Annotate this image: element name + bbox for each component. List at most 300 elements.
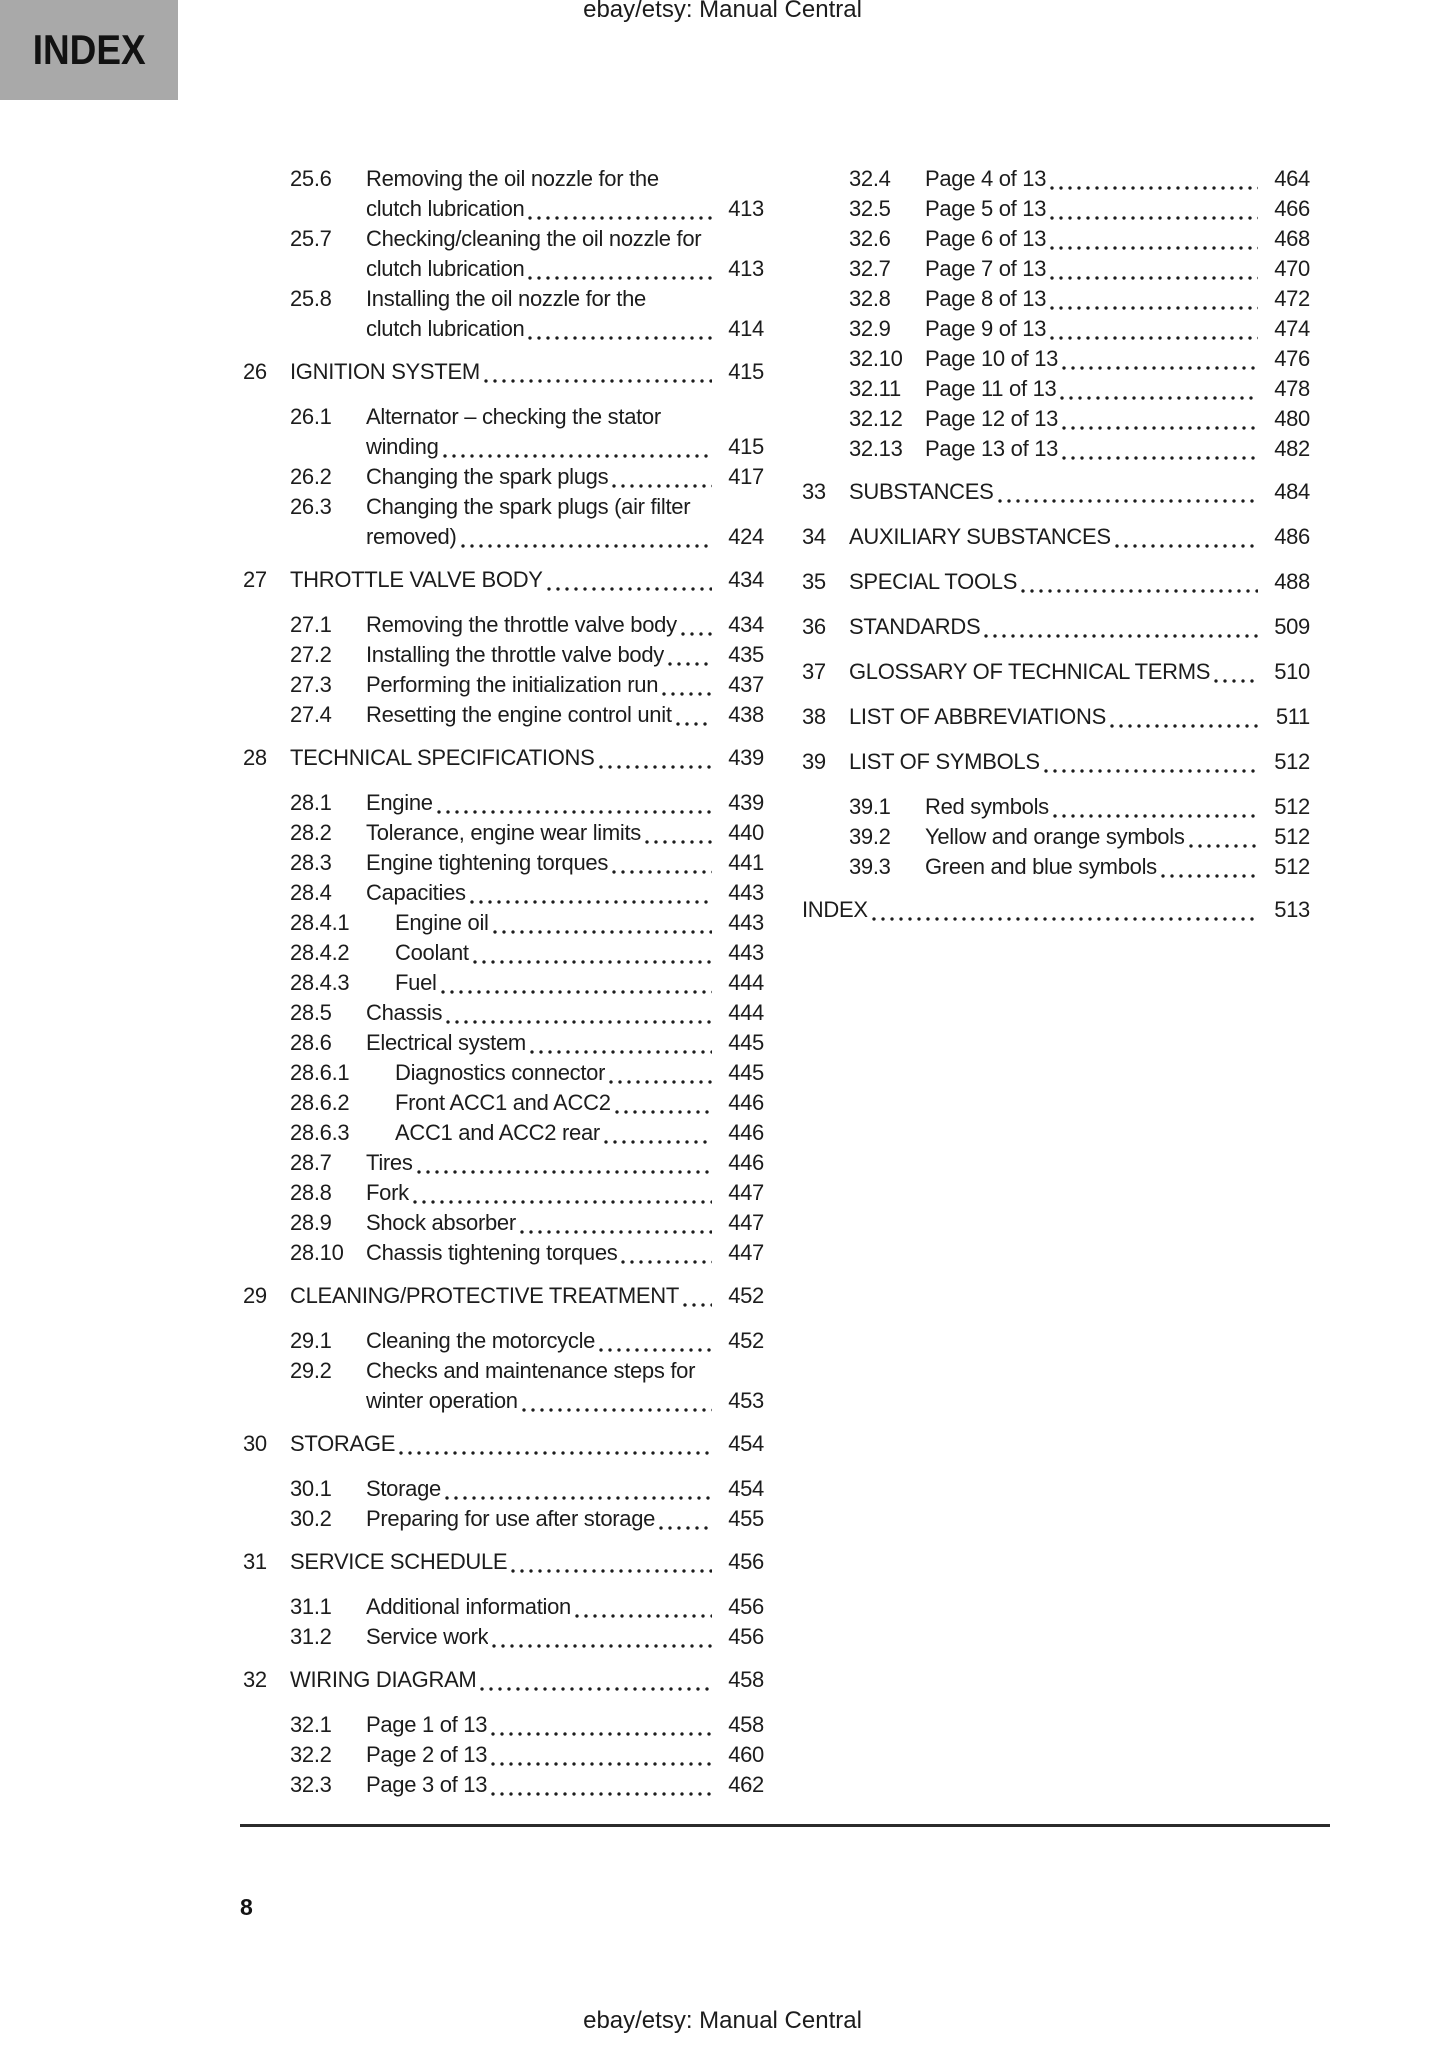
- toc-leader-dots: [668, 662, 712, 666]
- toc-entry-body: [925, 434, 1310, 464]
- toc-entry: [802, 254, 1310, 284]
- toc-entry-page: 446: [728, 1120, 764, 1145]
- toc-entry-number: 32.11: [849, 376, 901, 401]
- toc-entry: [243, 1592, 764, 1622]
- toc-entry-page: 511: [1275, 704, 1310, 729]
- toc-leader-dots: [1110, 724, 1258, 728]
- toc-entry-body: [366, 164, 764, 224]
- toc-entry-body: [366, 284, 764, 344]
- toc-leader-dots: [621, 1260, 712, 1264]
- toc-entry-page: 484: [1274, 479, 1310, 504]
- toc-entry-title: Page 5 of 13: [925, 196, 1047, 221]
- toc-entry-leader-line: [366, 1028, 764, 1058]
- toc-entry-title: Additional information: [366, 1594, 571, 1619]
- toc-entry: [243, 1429, 764, 1459]
- toc-entry-leader-line: [366, 640, 764, 670]
- toc-entry-title: Cleaning the motorcycle: [366, 1328, 596, 1353]
- toc-entry-page: 478: [1274, 376, 1310, 401]
- toc-entry-title: Installing the throttle valve body: [366, 642, 664, 667]
- toc-entry-title: clutch lubrication: [366, 256, 525, 281]
- toc-entry-page: 443: [728, 910, 764, 935]
- toc-entry-number: 28.4.3: [290, 970, 350, 995]
- toc-leader-dots: [491, 1792, 712, 1796]
- toc-entry-leader-line: [925, 224, 1310, 254]
- toc-entry-leader-line: [849, 702, 1310, 732]
- toc-leader-dots: [1050, 336, 1258, 340]
- toc-entry: [802, 522, 1310, 552]
- toc-entry-body: [366, 492, 764, 552]
- toc-entry-body: [925, 284, 1310, 314]
- toc-entry-page: 460: [728, 1742, 764, 1767]
- toc-entry: [243, 284, 764, 344]
- toc-entry-title: Page 7 of 13: [925, 256, 1047, 281]
- toc-entry-body: [366, 1238, 764, 1268]
- toc-leader-dots: [1044, 769, 1258, 773]
- toc-entry-number: 35: [802, 569, 826, 594]
- header-title: ebay/etsy: Manual Central: [583, 0, 862, 23]
- toc-leader-dots: [484, 379, 712, 383]
- toc-entry: [802, 822, 1310, 852]
- toc-entry-title: clutch lubrication: [366, 196, 525, 221]
- toc-entry-page: 446: [728, 1150, 764, 1175]
- toc-entry-title: Storage: [366, 1476, 441, 1501]
- toc-entry-number: 28.7: [290, 1150, 332, 1175]
- toc-entry-title: Page 11 of 13: [925, 376, 1057, 401]
- toc-entry: [802, 284, 1310, 314]
- toc-entry-body: [366, 1710, 764, 1740]
- toc-entry-page: 512: [1274, 824, 1310, 849]
- toc-entry-leader-line: [925, 852, 1310, 882]
- toc-entry: [802, 747, 1310, 777]
- toc-entry: [243, 700, 764, 730]
- toc-entry-number: 32.4: [849, 166, 891, 191]
- toc-entry-number: 32.6: [849, 226, 891, 251]
- toc-entry-body: [290, 1281, 764, 1311]
- toc-entry-leader-line: [925, 254, 1310, 284]
- toc-entry-number: 27.1: [290, 612, 332, 637]
- toc-entry: [802, 314, 1310, 344]
- toc-entry-leader-line: [849, 522, 1310, 552]
- toc-entry-leader-line: [366, 1740, 764, 1770]
- toc-entry-body: [366, 1770, 764, 1800]
- toc-entry-leader-line: [290, 743, 764, 773]
- toc-entry-page: 439: [728, 790, 764, 815]
- toc-leader-dots: [1115, 544, 1258, 548]
- toc-entry-leader-line: [366, 1710, 764, 1740]
- toc-entry-body: [290, 1547, 764, 1577]
- toc-entry-leader-line: [395, 908, 764, 938]
- toc-entry-number: 31: [243, 1549, 267, 1574]
- toc-entry: [243, 565, 764, 595]
- toc-entry-title: winding: [366, 434, 439, 459]
- toc-entry-title: Capacities: [366, 880, 466, 905]
- toc-entry-page: 455: [728, 1506, 764, 1531]
- toc-entry: [243, 670, 764, 700]
- toc-entry-body: [366, 1178, 764, 1208]
- toc-leader-dots: [461, 544, 712, 548]
- toc-entry-title-line1: Checking/cleaning the oil nozzle for: [366, 226, 702, 251]
- toc-leader-dots: [1062, 426, 1258, 430]
- toc-entry-page: 441: [728, 850, 764, 875]
- toc-leader-dots: [1062, 456, 1258, 460]
- toc-entry-leader-line: [925, 344, 1310, 374]
- toc-entry-number: 26: [243, 359, 267, 384]
- toc-entry-body: [849, 567, 1310, 597]
- toc-entry-title: Page 1 of 13: [366, 1712, 488, 1737]
- toc-entry-number: 28.5: [290, 1000, 332, 1025]
- toc-entry-page: 472: [1274, 286, 1310, 311]
- toc-entry-leader-line: [925, 792, 1310, 822]
- toc-leader-dots: [530, 1050, 712, 1054]
- toc-entry-leader-line: [366, 314, 764, 344]
- toc-entry-page: 413: [728, 196, 764, 221]
- toc-leader-dots: [645, 840, 712, 844]
- toc-entry-number: 26.3: [290, 494, 332, 519]
- toc-entry-number: 32.2: [290, 1742, 332, 1767]
- toc-entry-number: 37: [802, 659, 826, 684]
- toc-entry-body: [849, 702, 1310, 732]
- toc-leader-dots: [609, 1080, 712, 1084]
- toc-entry-title: Page 12 of 13: [925, 406, 1059, 431]
- index-tab-label: INDEX: [32, 26, 146, 73]
- toc-entry-title: Chassis tightening torques: [366, 1240, 618, 1265]
- toc-entry-body: [366, 610, 764, 640]
- toc-entry-body: [925, 194, 1310, 224]
- toc-entry-page: 482: [1274, 436, 1310, 461]
- toc-entry-body: [366, 1474, 764, 1504]
- toc-entry-leader-line: [366, 462, 764, 492]
- toc-leader-dots: [1050, 186, 1258, 190]
- toc-entry-leader-line: [849, 567, 1310, 597]
- toc-entry-title: Page 8 of 13: [925, 286, 1047, 311]
- toc-entry: [243, 1238, 764, 1268]
- toc-entry: [243, 1710, 764, 1740]
- toc-entry-title: Shock absorber: [366, 1210, 516, 1235]
- toc-entry: [802, 224, 1310, 254]
- toc-entry-page: 435: [728, 642, 764, 667]
- toc-entry-leader-line: [849, 747, 1310, 777]
- toc-leader-dots: [998, 499, 1258, 503]
- toc-entry-page: 512: [1274, 854, 1310, 879]
- toc-entry-leader-line: [366, 1504, 764, 1534]
- toc-entry-leader-line: [849, 477, 1310, 507]
- toc-entry-title: Page 10 of 13: [925, 346, 1059, 371]
- toc-entry: [802, 792, 1310, 822]
- toc-entry-title: Tires: [366, 1150, 413, 1175]
- toc-entry-leader-line: [366, 1178, 764, 1208]
- toc-entry-page: 437: [728, 672, 764, 697]
- toc-entry: [243, 1326, 764, 1356]
- toc-entry-body: [849, 747, 1310, 777]
- toc-entry-number: 39.1: [849, 794, 891, 819]
- toc-entry-number: 27: [243, 567, 267, 592]
- toc-entry: [243, 938, 764, 968]
- toc-entry-leader-line: [366, 522, 764, 552]
- toc-entry-title: Green and blue symbols: [925, 854, 1157, 879]
- toc-leader-dots: [399, 1451, 712, 1455]
- toc-entry: [243, 1281, 764, 1311]
- toc-entry-title-line1: Installing the oil nozzle for the: [366, 286, 646, 311]
- toc-entry-body: [925, 822, 1310, 852]
- toc-entry-page: 512: [1274, 749, 1310, 774]
- toc-entry-page: 413: [728, 256, 764, 281]
- toc-entry-body: [802, 895, 1310, 925]
- toc-entry-title: STORAGE: [290, 1431, 396, 1456]
- toc-entry-body: [366, 1740, 764, 1770]
- toc-entry-body: [849, 612, 1310, 642]
- toc-entry-body: [925, 344, 1310, 374]
- toc-leader-dots: [441, 990, 712, 994]
- toc-entry-body: [366, 402, 764, 462]
- toc-entry: [243, 640, 764, 670]
- toc-entry-page: 444: [728, 1000, 764, 1025]
- toc-entry-title: clutch lubrication: [366, 316, 525, 341]
- toc-leader-dots: [446, 1020, 712, 1024]
- toc-entry-body: [290, 1429, 764, 1459]
- toc-entry-leader-line: [366, 700, 764, 730]
- toc-entry-page: 446: [728, 1090, 764, 1115]
- toc-leader-dots: [437, 810, 712, 814]
- toc-entry-title: Page 3 of 13: [366, 1772, 488, 1797]
- toc-entry-body: [366, 1028, 764, 1058]
- toc-entry-leader-line: [925, 404, 1310, 434]
- toc-leader-dots: [1050, 306, 1258, 310]
- toc-entry-title: Fork: [366, 1180, 409, 1205]
- toc-entry-title: Resetting the engine control unit: [366, 702, 672, 727]
- toc-leader-dots: [612, 484, 712, 488]
- toc-entry-number: 27.2: [290, 642, 332, 667]
- toc-entry-leader-line: [366, 254, 764, 284]
- toc-entry-leader-line: [366, 818, 764, 848]
- toc-entry-leader-line: [366, 1386, 764, 1416]
- toc-entry-leader-line: [849, 612, 1310, 642]
- toc-entry-title: Performing the initialization run: [366, 672, 659, 697]
- toc-entry-number: 28.4.2: [290, 940, 350, 965]
- toc-entry: [243, 743, 764, 773]
- toc-entry-leader-line: [925, 314, 1310, 344]
- toc-leader-dots: [604, 1140, 712, 1144]
- toc-entry-number: 34: [802, 524, 826, 549]
- toc-entry-title: Red symbols: [925, 794, 1049, 819]
- toc-entry-leader-line: [802, 895, 1310, 925]
- toc-entry-number: 32.13: [849, 436, 903, 461]
- toc-entry-title: SPECIAL TOOLS: [849, 569, 1018, 594]
- toc-entry-leader-line: [366, 1474, 764, 1504]
- toc-entry-page: 447: [728, 1180, 764, 1205]
- toc-entry-title: Chassis: [366, 1000, 443, 1025]
- toc-entry-title: Tolerance, engine wear limits: [366, 820, 641, 845]
- toc-entry-title: IGNITION SYSTEM: [290, 359, 480, 384]
- toc-entry-body: [366, 1592, 764, 1622]
- toc-leader-dots: [492, 1644, 712, 1648]
- toc-entry-number: 28.9: [290, 1210, 332, 1235]
- toc-entry-page: 444: [728, 970, 764, 995]
- toc-entry-number: 32.3: [290, 1772, 332, 1797]
- toc-entry: [802, 164, 1310, 194]
- toc-entry-number: 32.5: [849, 196, 891, 221]
- toc-entry: [802, 612, 1310, 642]
- toc-entry-number: 25.8: [290, 286, 332, 311]
- toc-leader-dots: [1050, 216, 1258, 220]
- toc-entry-number: 25.7: [290, 226, 332, 251]
- toc-entry-body: [925, 404, 1310, 434]
- toc-entry-number: 28.4: [290, 880, 332, 905]
- toc-leader-dots: [681, 632, 712, 636]
- toc-entry-title: SUBSTANCES: [849, 479, 994, 504]
- toc-entry-leader-line: [366, 1326, 764, 1356]
- toc-leader-dots: [473, 960, 712, 964]
- toc-entry-page: 434: [728, 567, 764, 592]
- toc-entry: [243, 164, 764, 224]
- toc-leader-dots: [1053, 814, 1258, 818]
- toc-entry-leader-line: [925, 434, 1310, 464]
- toc-entry-number: 25.6: [290, 166, 332, 191]
- toc-entry-number: 36: [802, 614, 826, 639]
- toc-entry-number: 30: [243, 1431, 267, 1456]
- toc-entry-title: INDEX: [802, 897, 868, 922]
- toc-entry-title: Page 4 of 13: [925, 166, 1047, 191]
- toc-entry-leader-line: [925, 374, 1310, 404]
- toc-entry-number: 29: [243, 1283, 267, 1308]
- toc-leader-dots: [528, 276, 712, 280]
- toc-entry-title: Engine oil: [395, 910, 489, 935]
- toc-leader-dots: [493, 930, 712, 934]
- toc-entry-leader-line: [925, 194, 1310, 224]
- toc-entry-leader-line: [366, 1592, 764, 1622]
- toc-entry-number: 28.6: [290, 1030, 332, 1055]
- toc-leader-dots: [612, 870, 712, 874]
- toc-entry-title: Page 6 of 13: [925, 226, 1047, 251]
- toc-entry-body: [290, 1665, 764, 1695]
- toc-entry-body: [366, 1326, 764, 1356]
- toc-entry-title: Page 2 of 13: [366, 1742, 488, 1767]
- toc-entry-title: Service work: [366, 1624, 489, 1649]
- toc-entry: [243, 1088, 764, 1118]
- toc-leader-dots: [1050, 276, 1258, 280]
- toc-entry: [243, 402, 764, 462]
- toc-entry: [243, 1058, 764, 1088]
- toc-entry: [802, 657, 1310, 687]
- toc-entry-page: 417: [728, 464, 764, 489]
- toc-entry-body: [290, 565, 764, 595]
- toc-entry-number: 29.2: [290, 1358, 332, 1383]
- toc-entry-leader-line: [366, 998, 764, 1028]
- toc-entry-leader-line: [366, 670, 764, 700]
- toc-entry-body: [366, 848, 764, 878]
- toc-entry-leader-line: [925, 164, 1310, 194]
- toc-entry-page: 456: [728, 1594, 764, 1619]
- toc-leader-dots: [575, 1614, 712, 1618]
- toc-leader-dots: [445, 1496, 712, 1500]
- toc-entry-number: 28.3: [290, 850, 332, 875]
- toc-entry-number: 26.1: [290, 404, 332, 429]
- toc-leader-dots: [615, 1110, 712, 1114]
- toc-entry-number: 28.8: [290, 1180, 332, 1205]
- toc-entry-page: 440: [728, 820, 764, 845]
- toc-entry-number: 39.3: [849, 854, 891, 879]
- toc-entry-body: [366, 640, 764, 670]
- toc-entry-number: 26.2: [290, 464, 332, 489]
- toc-entry-body: [366, 462, 764, 492]
- toc-entry: [243, 1622, 764, 1652]
- toc-entry-title-line1: Alternator – checking the stator: [366, 404, 661, 429]
- toc-leader-dots: [659, 1526, 712, 1530]
- toc-leader-dots: [683, 1303, 712, 1307]
- toc-entry-body: [395, 1118, 764, 1148]
- toc-entry-title: Removing the throttle valve body: [366, 612, 677, 637]
- toc-entry-body: [395, 938, 764, 968]
- toc-entry: [243, 788, 764, 818]
- toc-entry-leader-line: [366, 878, 764, 908]
- toc-entry-title: Front ACC1 and ACC2: [395, 1090, 611, 1115]
- toc-entry-body: [366, 224, 764, 284]
- toc-entry-number: 31.1: [290, 1594, 332, 1619]
- toc-entry-title: WIRING DIAGRAM: [290, 1667, 477, 1692]
- toc-entry: [802, 344, 1310, 374]
- toc-entry-leader-line: [366, 610, 764, 640]
- toc-entry-number: 32.12: [849, 406, 903, 431]
- toc-entry: [802, 567, 1310, 597]
- toc-entry-number: 32.10: [849, 346, 903, 371]
- toc-entry-page: 480: [1274, 406, 1310, 431]
- toc-entry-number: 39.2: [849, 824, 891, 849]
- toc-entry-body: [849, 522, 1310, 552]
- toc-entry-page: 443: [728, 940, 764, 965]
- toc-entry-body: [366, 878, 764, 908]
- toc-entry: [243, 1148, 764, 1178]
- toc-entry-number: 28.6.2: [290, 1090, 350, 1115]
- toc-entry-page: 452: [728, 1283, 764, 1308]
- toc-entry: [243, 1356, 764, 1416]
- toc-entry: [802, 404, 1310, 434]
- toc-entry-body: [925, 852, 1310, 882]
- toc-entry-body: [395, 968, 764, 998]
- toc-entry-page: 466: [1274, 196, 1310, 221]
- toc-leader-dots: [491, 1732, 712, 1736]
- toc-entry-page: 513: [1274, 897, 1310, 922]
- toc-entry-leader-line: [290, 357, 764, 387]
- toc-entry: [243, 968, 764, 998]
- toc-entry-number: 28.6.3: [290, 1120, 350, 1145]
- toc-entry-number: 28.1: [290, 790, 332, 815]
- toc-entry: [802, 477, 1310, 507]
- toc-entry-leader-line: [366, 1148, 764, 1178]
- toc-entry-page: 414: [728, 316, 764, 341]
- toc-entry-number: 28.10: [290, 1240, 344, 1265]
- toc-entry-number: 27.3: [290, 672, 332, 697]
- toc-entry-title: winter operation: [366, 1388, 518, 1413]
- toc-entry-body: [366, 818, 764, 848]
- toc-entry-leader-line: [366, 848, 764, 878]
- toc-entry: [802, 895, 1310, 925]
- toc-entry-page: 464: [1274, 166, 1310, 191]
- toc-entry-title: Changing the spark plugs: [366, 464, 609, 489]
- toc-entry-page: 512: [1274, 794, 1310, 819]
- toc-entry-number: 32.1: [290, 1712, 332, 1737]
- toc-entry-leader-line: [395, 938, 764, 968]
- footer-rule: [240, 1824, 1330, 1827]
- toc-entry-page: 509: [1274, 614, 1310, 639]
- toc-entry-title: THROTTLE VALVE BODY: [290, 567, 543, 592]
- toc-entry-number: 28: [243, 745, 267, 770]
- toc-entry-leader-line: [395, 1118, 764, 1148]
- page-number: 8: [240, 1894, 253, 1920]
- toc-entry-body: [290, 743, 764, 773]
- toc-entry: [243, 462, 764, 492]
- toc-leader-dots: [470, 900, 712, 904]
- toc-entry-body: [925, 224, 1310, 254]
- toc-entry-page: 424: [728, 524, 764, 549]
